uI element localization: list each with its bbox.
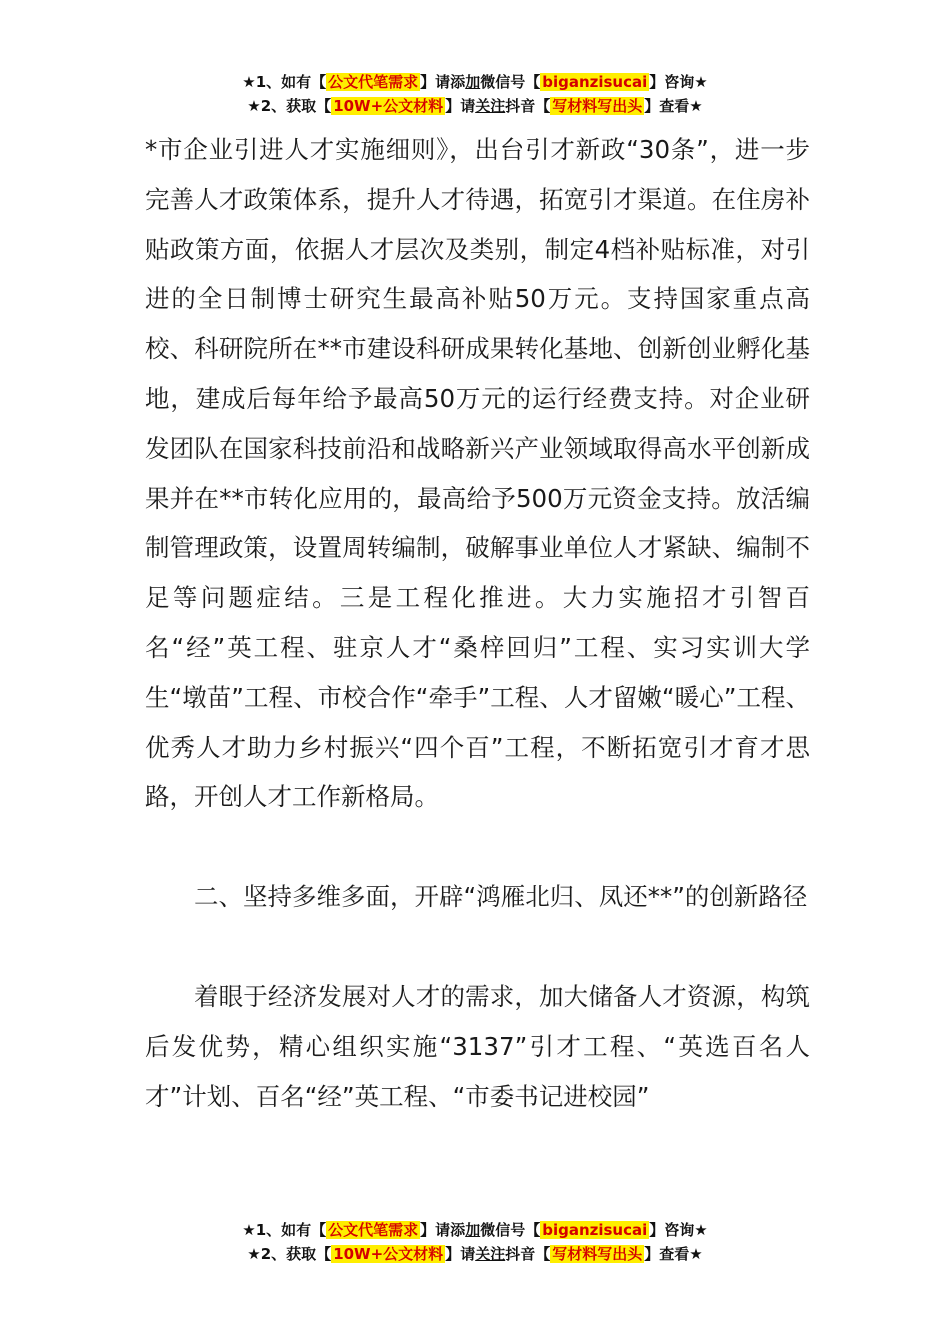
star-icon: ★	[242, 73, 256, 91]
service-highlight: 公文代笔需求	[328, 1221, 419, 1239]
banner-text: 1、如有【	[255, 1221, 327, 1239]
banner-text: 抖音【	[505, 97, 551, 115]
banner-text-underlined: 关注	[475, 1245, 506, 1263]
paragraph-spacer	[145, 922, 810, 972]
body-paragraph-1: *市企业引进人才实施细则》，出台引才新政“30条”，进一步完善人才政策体系，提升人才待遇，拓宽引才渠道。在住房补贴政策方面，依据人才层次及类别，制定4档补贴标准，对引进的全日制博士研究生最高补贴50万元。支持国家重点高校、科研院所在**市建设科研成果转化基地、创新创业孵化基地，建成后每年给予最高50万元的运行经费支持。对企业研发团队在国家科技前沿和战略新兴产业领域取得高水平创新成果并在**市转化应用的，最高给予500万元资金支持。放活编制管理政策，设置周转编制，破解事业单位人才紧缺、编制不足等问题症结。三是工程化推进。大力实施招才引智百名“经”英工程、驻京人才“桑梓回归”工程、实习实训大学生“墩苗”工程、市校合作“牵手”工程、人才留嫩“暖心”工程、优秀人才助力乡村振兴“四个百”工程，不断拓宽引才育才思路，开创人才工作新格局。	[145, 135, 810, 812]
banner-text: 】查看★	[644, 97, 703, 115]
paragraph-spacer	[145, 822, 810, 872]
banner-text: 微信号【	[480, 73, 541, 91]
service-highlight: 公文代笔需求	[328, 73, 419, 91]
document-body	[145, 125, 810, 1121]
section-heading-2: 二、坚持多维多面，开辟“鸿雁北归、凤还**”的创新路径	[194, 882, 808, 912]
body-paragraph-2: 着眼于经济发展对人才的需求，加大储备人才资源，构筑后发优势，精心组织实施“3137”引才工程、“英选百名人才”计划、百名“经”英工程、“市委书记进校园”	[145, 981, 810, 1111]
footer-banner-line-2	[0, 1242, 950, 1266]
banner-text: 抖音【	[505, 1245, 551, 1263]
banner-text: 1、如有【	[255, 73, 327, 91]
banner-text-underlined: 加	[465, 1221, 481, 1239]
wechat-id-highlight: biganzisucai	[542, 73, 648, 91]
douyin-account-highlight: 写材料写出头	[552, 1245, 643, 1263]
materials-highlight: 10W+公文材料	[333, 97, 444, 115]
banner-text: 2、获取【	[260, 97, 332, 115]
banner-text: 】请	[445, 97, 476, 115]
header-banner	[0, 70, 950, 118]
banner-text-underlined: 加	[465, 73, 481, 91]
douyin-account-highlight: 写材料写出头	[552, 97, 643, 115]
header-banner-line-1	[0, 70, 950, 94]
banner-text: 2、获取【	[260, 1245, 332, 1263]
footer-banner	[0, 1218, 950, 1266]
star-icon: ★	[247, 1245, 261, 1263]
banner-text: 微信号【	[480, 1221, 541, 1239]
banner-text-underlined: 关注	[475, 97, 506, 115]
banner-text: 】咨询★	[649, 73, 708, 91]
banner-text: 】咨询★	[649, 1221, 708, 1239]
materials-highlight: 10W+公文材料	[333, 1245, 444, 1263]
footer-banner-line-1	[0, 1218, 950, 1242]
wechat-id-highlight: biganzisucai	[542, 1221, 648, 1239]
banner-text: 】请添	[420, 1221, 466, 1239]
star-icon: ★	[247, 97, 261, 115]
star-icon: ★	[242, 1221, 256, 1239]
banner-text: 】查看★	[644, 1245, 703, 1263]
banner-text: 】请	[445, 1245, 476, 1263]
header-banner-line-2	[0, 94, 950, 118]
banner-text: 】请添	[420, 73, 466, 91]
